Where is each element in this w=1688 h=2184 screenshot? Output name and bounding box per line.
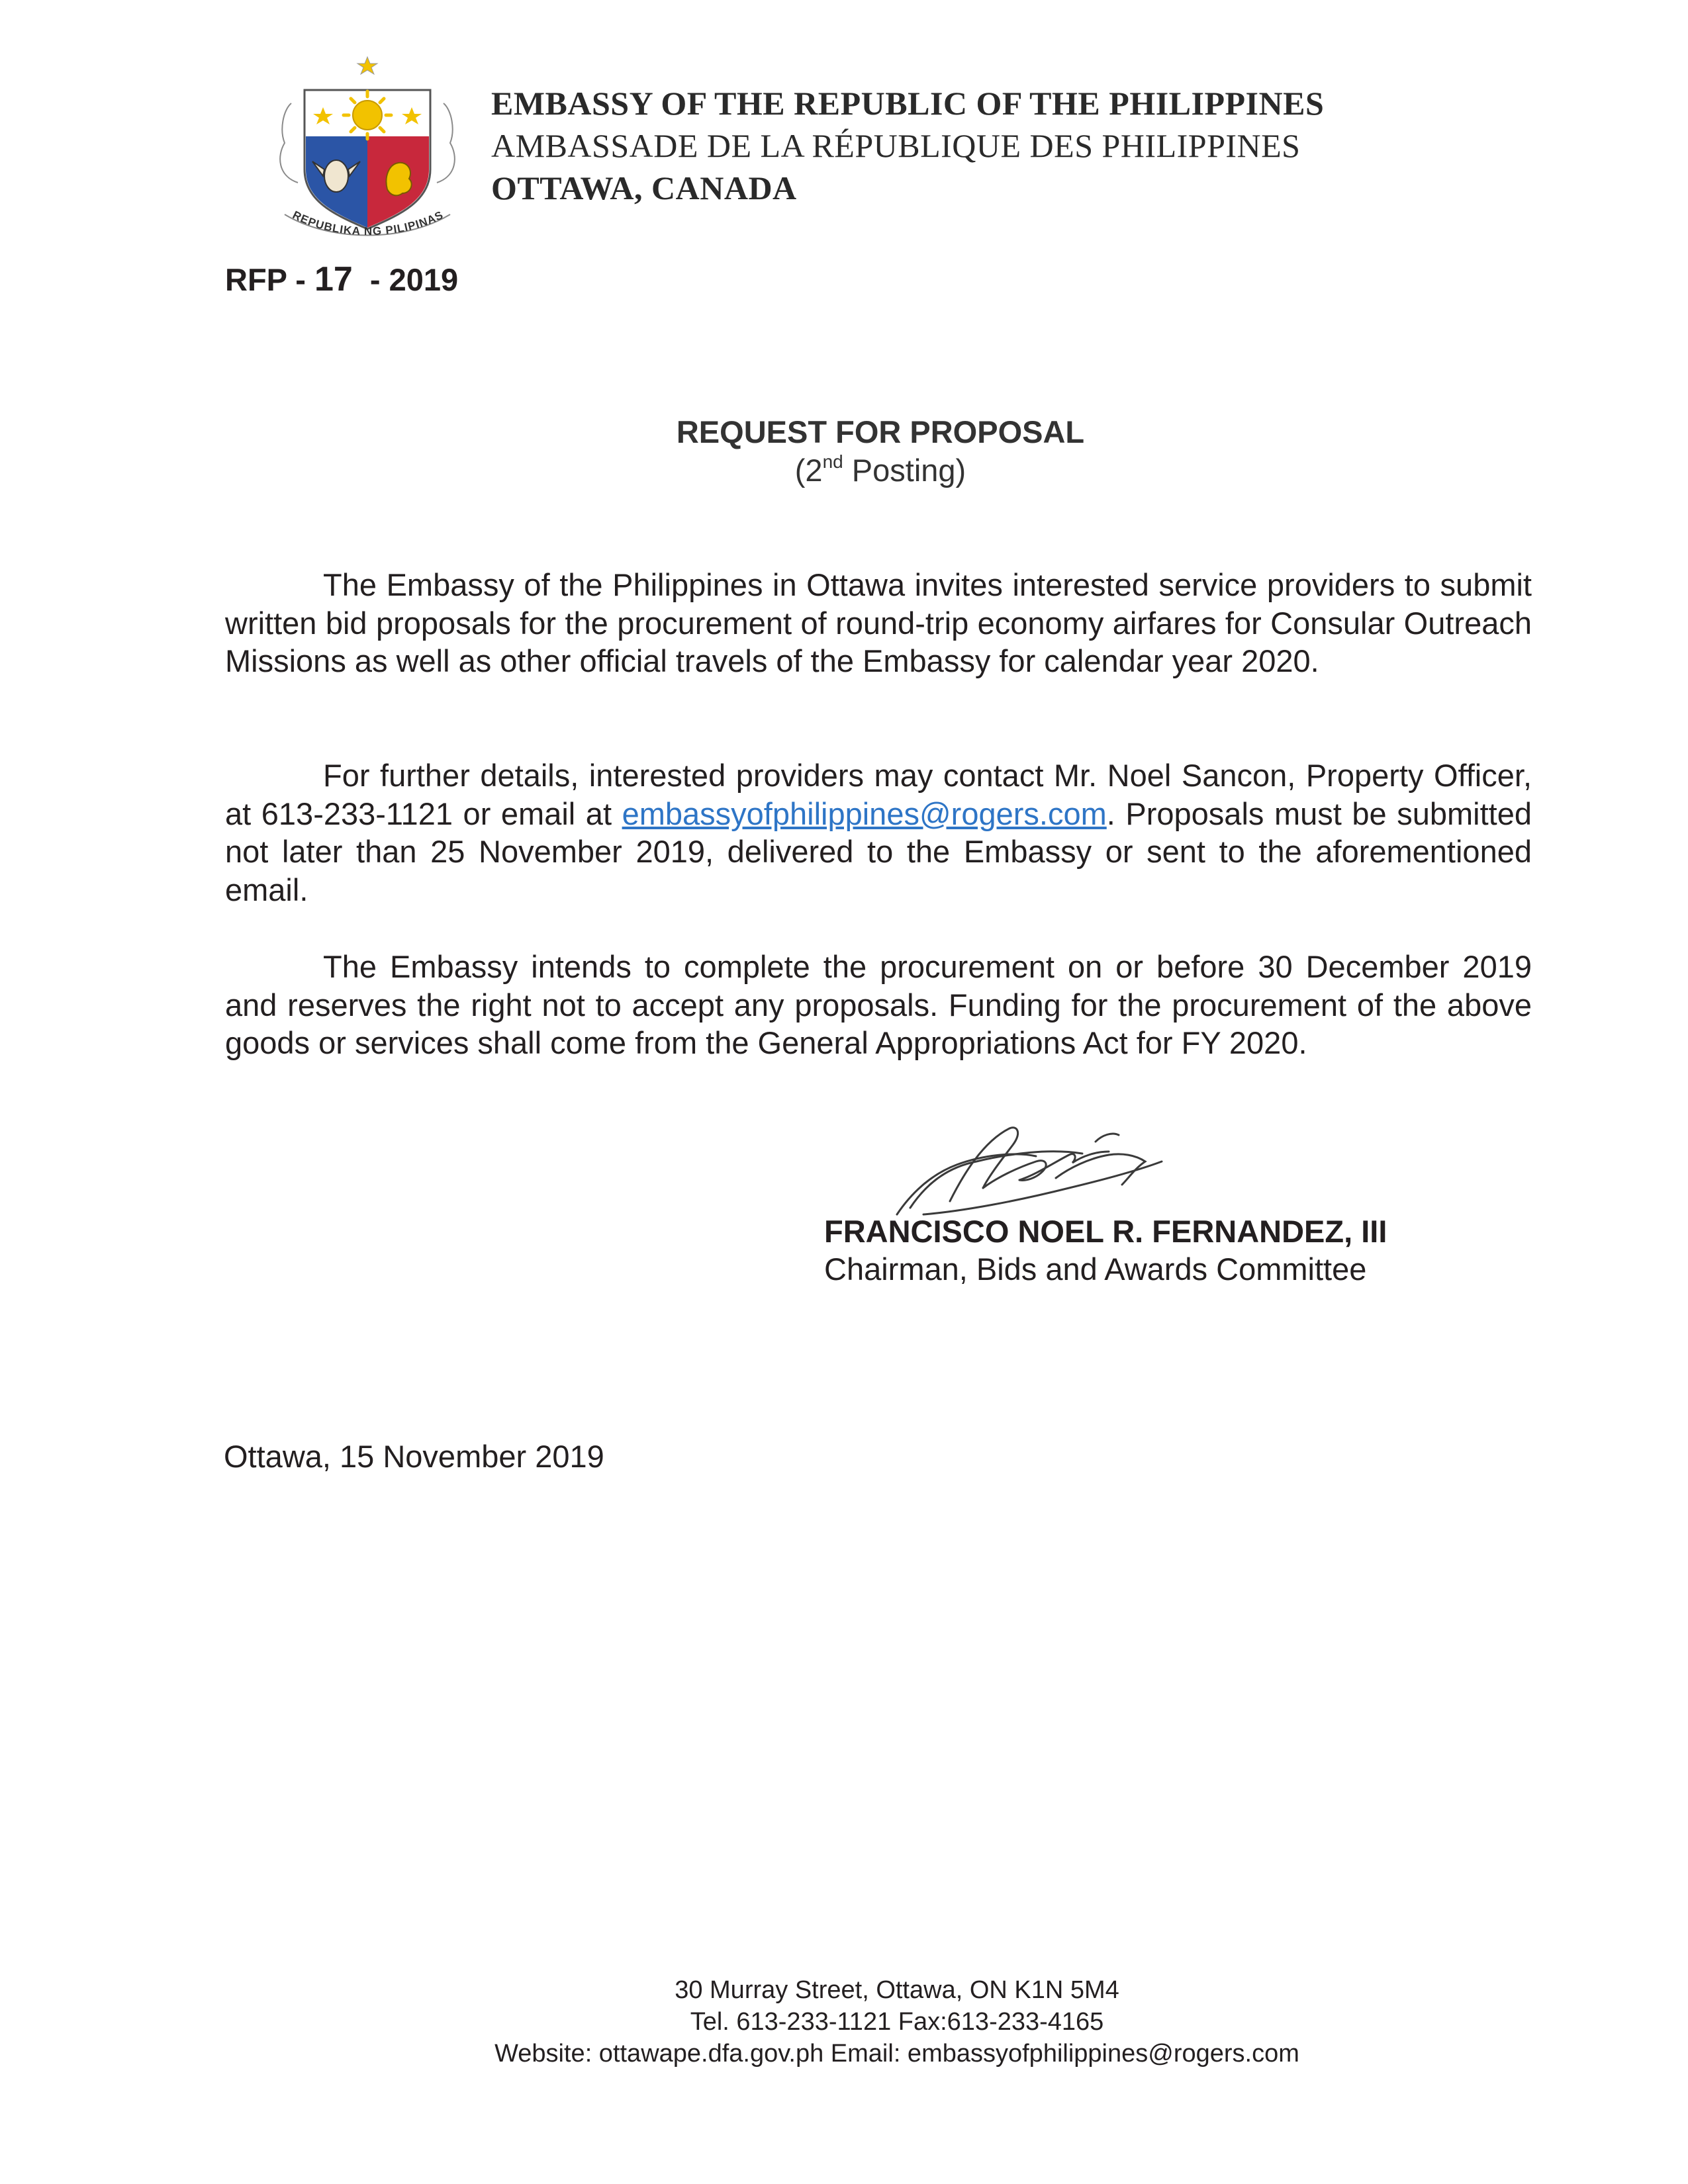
rfp-reference (225, 259, 458, 299)
embassy-location: OTTAWA, CANADA (491, 169, 797, 206)
philippine-coat-of-arms (271, 44, 463, 242)
body-paragraph-2 (225, 756, 1532, 909)
letterhead (491, 82, 1324, 209)
rfp-separator-2: - (352, 262, 389, 297)
contact-email-link[interactable]: embassyofphilippines@rogers.com (622, 796, 1107, 831)
seal-motto-text: REPUBLIKA NG PILIPINAS (290, 208, 446, 238)
posting-subtitle (0, 452, 1688, 488)
seal-right-scroll (437, 103, 455, 183)
body-paragraph-1: The Embassy of the Philippines in Ottawa invites interested service providers to submit written bid proposals for the procurement of round-trip economy airfares for Consular Outreach Missions as well as other official travels of the Embassy for calendar year 2020. (225, 567, 1532, 678)
rfp-year: 2019 (389, 262, 459, 297)
seal-left-scroll (280, 103, 298, 183)
rfp-separator-1: - (287, 262, 314, 297)
signatory-name: FRANCISCO NOEL R. FERNANDEZ, III (824, 1214, 1387, 1249)
signatory-title: Chairman, Bids and Awards Committee (824, 1251, 1367, 1287)
embassy-name-english: EMBASSY OF THE REPUBLIC OF THE PHILIPPINES (491, 85, 1325, 122)
document-date: Ottawa, 15 November 2019 (224, 1439, 604, 1474)
handwritten-signature (884, 1115, 1175, 1228)
footer-web-email: Website: ottawape.dfa.gov.ph Email: embassyofphilippines@rogers.com (494, 2040, 1299, 2068)
body-paragraph-3: The Embassy intends to complete the procurement on or before 30 December 2019 and reserves the right not to accept any proposals. Funding for the procurement of the above goods or services shall come from the General Appropriations Act for FY 2020. (225, 949, 1532, 1060)
rfp-number: 17 (314, 260, 353, 298)
seal-lion (387, 163, 412, 196)
paragraph-2-text-before: For further details, interested providers may contact Mr. Noel Sancon, Property Officer, at 613-233-1121 or email at (225, 758, 1532, 831)
posting-rest: Posting) (843, 453, 966, 488)
posting-ordinal: nd (822, 451, 843, 472)
document-title: REQUEST FOR PROPOSAL (676, 414, 1085, 449)
rfp-prefix: RFP (225, 262, 287, 297)
posting-open: (2 (794, 453, 823, 488)
embassy-footer (0, 1974, 1688, 2070)
paragraph-2-text-after: . Proposals must be submitted not later than 25 November 2019, delivered to the Embassy or sent to the aforementioned email. (225, 796, 1532, 907)
footer-phones: Tel. 613-233-1121 Fax:613-233-4165 (690, 2008, 1104, 2036)
seal-star-top (357, 57, 377, 74)
footer-address: 30 Murray Street, Ottawa, ON K1N 5M4 (675, 1976, 1119, 2004)
embassy-name-french: AMBASSADE DE LA RÉPUBLIQUE DES PHILIPPINES (491, 127, 1301, 164)
